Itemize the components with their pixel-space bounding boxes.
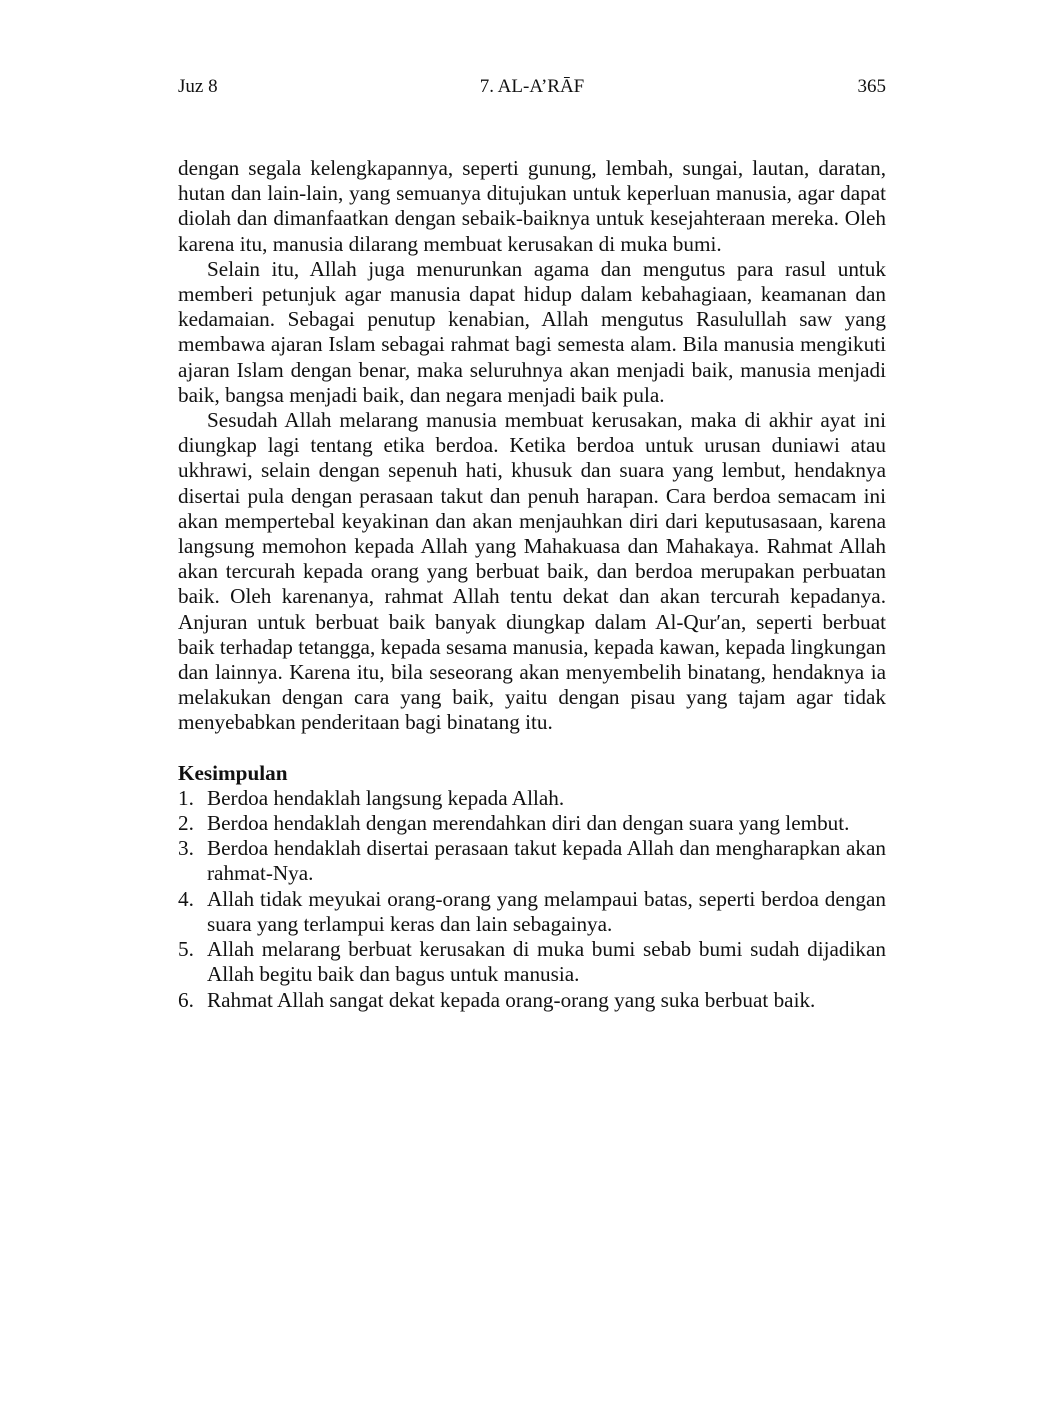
list-text: Rahmat Allah sangat dekat kepada orang-orang yang suka berbuat baik. (207, 987, 816, 1012)
paragraph: Sesudah Allah melarang manusia membuat kerusakan, maka di akhir ayat ini diungkap lagi tentang etika berdoa. Ketika berdoa untuk urusan duniawi atau ukhrawi, selain dengan sepenuh hati, khusuk dan suara yang lembut, hendaknya disertai pula dengan perasaan takut dan penuh harapan. Cara berdoa semacam ini akan mempertebal keyakinan dan akan menjauhkan diri dari keputusasaan, karena langsung memohon kepada Allah yang Mahakuasa dan Mahakaya. Rahmat Allah akan tercurah kepada orang yang berbuat baik, dan berdoa merupakan perbuatan baik. Oleh karenanya, rahmat Allah tentu dekat dan akan tercurah kepadanya. Anjuran untuk berbuat baik banyak diungkap dalam Al-Qur′an, seperti berbuat baik terhadap tetangga, kepada sesama manusia, kepada kawan, kepada lingkungan dan lainnya. Karena itu, bila seseorang akan menyembelih binatang, hendaknya ia melakukan dengan cara yang baik, yaitu dengan pisau yang tajam agar tidak menyebabkan penderitaan bagi binatang itu. (178, 408, 886, 735)
list-number: 5. (178, 937, 194, 962)
list-number: 4. (178, 886, 194, 911)
list-item (178, 937, 886, 987)
list-number: 1. (178, 785, 194, 810)
surah-title: 7. AL-A’RĀF (479, 76, 585, 97)
body-text (178, 156, 886, 1013)
page-number: 365 (857, 76, 886, 97)
list-item (178, 786, 886, 811)
section-heading: Kesimpulan (178, 760, 288, 785)
list-item (178, 887, 886, 937)
list-number: 3. (178, 836, 194, 861)
list-text: Berdoa hendaklah langsung kepada Allah. (207, 785, 565, 810)
list-text: Berdoa hendaklah dengan merendahkan diri dan dengan suara yang lembut. (207, 811, 850, 836)
running-header (178, 76, 886, 104)
list-item (178, 836, 886, 886)
list-item (178, 811, 886, 836)
juz-label: Juz 8 (178, 76, 218, 97)
list-text: Berdoa hendaklah disertai perasaan takut kepada Allah dan mengharapkan akan rahmat-Nya. (207, 836, 886, 886)
list-text: Allah tidak meyukai orang-orang yang melampaui batas, seperti berdoa dengan suara yang terlampui keras dan lain sebagainya. (207, 886, 886, 936)
list-number: 2. (178, 811, 194, 836)
paragraph: Selain itu, Allah juga menurunkan agama dan mengutus para rasul untuk memberi petunjuk agar manusia dapat hidup dalam kebahagiaan, keamanan dan kedamaian. Sebagai penutup kenabian, Allah mengutus Rasulullah saw yang membawa ajaran Islam sebagai rahmat bagi semesta alam. Bila manusia mengikuti ajaran Islam dengan benar, maka seluruhnya akan menjadi baik, manusia menjadi baik, bangsa menjadi baik, dan negara menjadi baik pula. (178, 256, 886, 407)
list-number: 6. (178, 987, 194, 1012)
conclusion-list (178, 786, 886, 1013)
list-item (178, 988, 886, 1013)
list-text: Allah melarang berbuat kerusakan di muka bumi sebab bumi sudah dijadikan Allah begitu baik dan bagus untuk manusia. (207, 937, 886, 987)
paragraph: dengan segala kelengkapannya, seperti gunung, lembah, sungai, lautan, daratan, hutan dan lain-lain, yang semuanya ditujukan untuk keperluan manusia, agar dapat diolah dan dimanfaatkan dengan sebaik-baiknya untuk kesejahteraan mereka. Oleh karena itu, manusia dilarang membuat kerusakan di muka bumi. (178, 156, 886, 256)
